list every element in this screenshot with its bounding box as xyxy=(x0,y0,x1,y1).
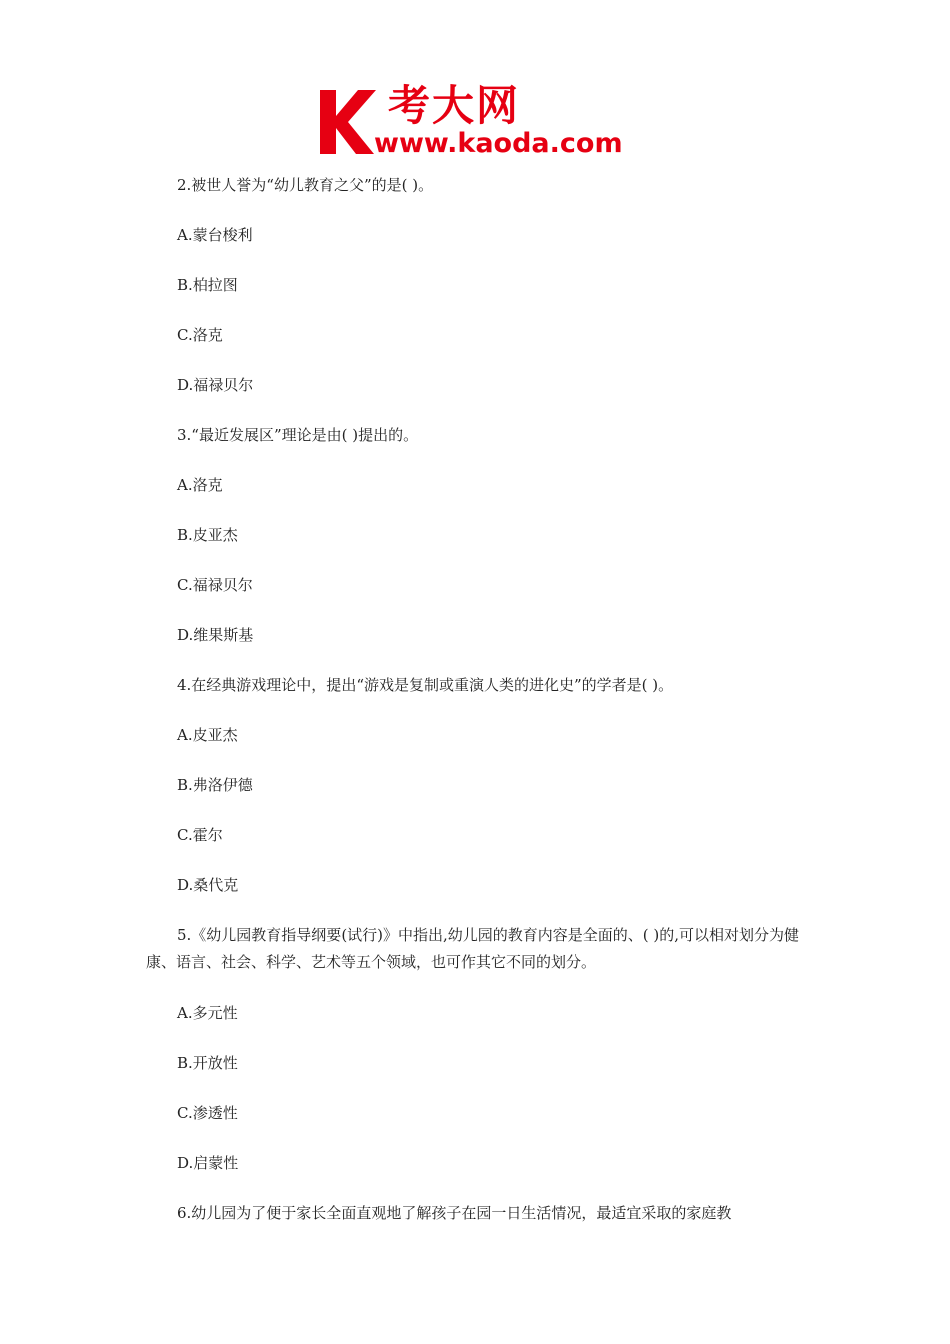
k-letter-logo-icon xyxy=(318,86,376,156)
answer-option: B.皮亚杰 xyxy=(177,526,238,544)
logo-domain-text: www.kaoda.com xyxy=(374,128,623,159)
answer-option: A.蒙台梭利 xyxy=(177,226,253,244)
answer-option: C.渗透性 xyxy=(177,1104,238,1122)
kaoda-logo xyxy=(318,82,638,162)
logo-brand-text: 考大网 xyxy=(388,81,521,130)
answer-option: A.洛克 xyxy=(177,476,223,494)
question-stem: 4.在经典游戏理论中，提出“游戏是复制或重演人类的进化史”的学者是( )。 xyxy=(177,676,674,694)
question-stem: 3.“最近发展区”理论是由( )提出的。 xyxy=(177,426,419,444)
answer-option: C.霍尔 xyxy=(177,826,223,844)
answer-option: D.启蒙性 xyxy=(177,1154,239,1172)
question-stem: 2.被世人誉为“幼儿教育之父”的是( )。 xyxy=(177,176,434,194)
answer-option: B.开放性 xyxy=(177,1054,238,1072)
answer-option: C.洛克 xyxy=(177,326,223,344)
answer-option: D.维果斯基 xyxy=(177,626,254,644)
answer-option: D.福禄贝尔 xyxy=(177,376,254,394)
question-stem: 6.幼儿园为了便于家长全面直观地了解孩子在园一日生活情况，最适宜采取的家庭教 xyxy=(177,1204,732,1222)
answer-option: A.多元性 xyxy=(177,1004,238,1022)
answer-option: A.皮亚杰 xyxy=(177,726,238,744)
answer-option: C.福禄贝尔 xyxy=(177,576,253,594)
question-stem: 5.《幼儿园教育指导纲要(试行)》中指出,幼儿园的教育内容是全面的、( )的,可以相对划分为健康、语言、社会、科学、艺术等五个领域，也可作其它不同的划分。 xyxy=(146,926,800,971)
answer-option: B.柏拉图 xyxy=(177,276,238,294)
answer-option: B.弗洛伊德 xyxy=(177,776,253,794)
answer-option: D.桑代克 xyxy=(177,876,239,894)
document-body xyxy=(146,172,810,1250)
